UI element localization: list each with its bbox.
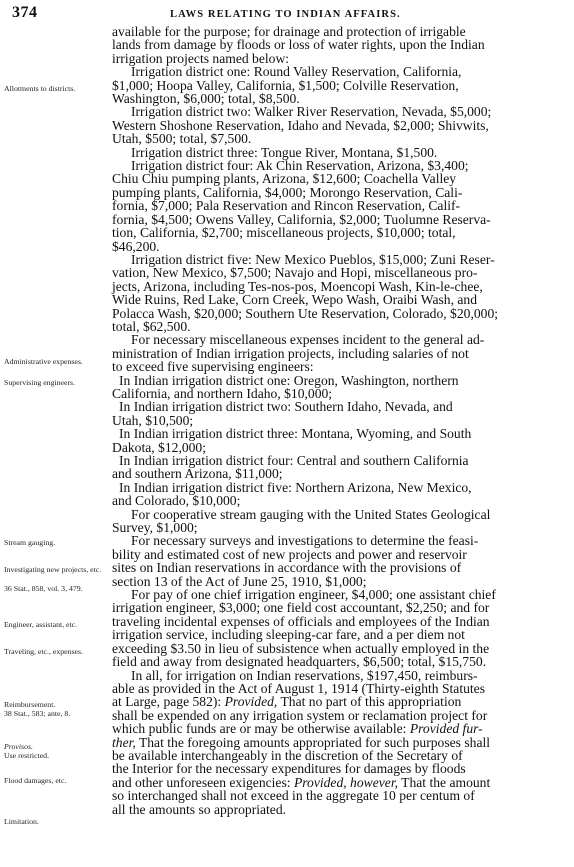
text-line: For necessary miscellaneous expenses incident to the general ad- xyxy=(131,332,485,348)
text-line: In Indian irrigation district two: Southern Idaho, Nevada, and xyxy=(119,399,453,415)
margin-note-investigating: Investigating new projects, etc. xyxy=(4,565,102,574)
text-line: ministration of Indian irrigation projects, including salaries of not xyxy=(112,345,469,361)
text-line: sites on Indian reservations in accordance with the provisions of xyxy=(112,560,462,576)
text-segment: That no part of this appropriation xyxy=(277,694,462,710)
text-segment: That the amount xyxy=(398,774,491,790)
text-line: Irrigation district one: Round Valley Reservation, California, xyxy=(131,64,462,80)
margin-note-allotments: Allotments to districts. xyxy=(4,84,76,93)
text-line: $1,000; Hoopa Valley, California, $1,500; Colville Reservation, xyxy=(112,77,459,93)
body-text xyxy=(112,25,556,816)
margin-note-provisos: Provisos. xyxy=(4,742,33,751)
text-line: For necessary surveys and investigations to determine the feasi- xyxy=(131,533,479,549)
margin-note-use-restricted: Use restricted. xyxy=(4,751,50,760)
text-line: Irrigation district two: Walker River Reservation, Nevada, $5,000; xyxy=(131,104,492,120)
text-segment: which public funds are or may be otherwise available: xyxy=(112,721,410,737)
text-line: Utah, $10,500; xyxy=(112,412,194,428)
text-line: field and away from designated headquarters, $6,500; total, $15,750. xyxy=(112,654,487,670)
margin-note-investigating-ref: 36 Stat., 858, vol. 3, 479. xyxy=(4,584,83,593)
margin-note-reimbursement-ref: 38 Stat., 583; ante, 8. xyxy=(4,709,71,718)
text-line xyxy=(112,722,556,735)
text-line: and Colorado, $10,000; xyxy=(112,493,241,509)
margin-note-engineer: Engineer, assistant, etc. xyxy=(4,620,78,629)
text-line: and southern Arizona, $11,000; xyxy=(112,466,283,482)
text-line: California, and northern Idaho, $10,000; xyxy=(112,385,333,401)
text-line: all the amounts so appropriated. xyxy=(112,801,287,817)
text-line: $46,200. xyxy=(112,238,160,254)
text-line: section 13 of the Act of June 25, 1910, $1,000; xyxy=(112,573,367,589)
margin-note-administrative: Administrative expenses. xyxy=(4,357,83,366)
running-head: LAWS RELATING TO INDIAN AFFAIRS. xyxy=(170,9,401,20)
text-line: Irrigation district three: Tongue River, Montana, $1,500. xyxy=(131,144,438,160)
text-line: In all, for irrigation on Indian reservations, $197,450, reimburs- xyxy=(131,667,478,683)
text-line: irrigation engineer, $3,000; one field cost accountant, $2,250; and for xyxy=(112,600,490,616)
text-line: jects, Arizona, including Tes-nos-pos, Moencopi Wash, Kin-le-chee, xyxy=(112,278,483,294)
text-line: Irrigation district four: Ak Chin Reservation, Arizona, $3,400; xyxy=(131,158,469,174)
text-line: Dakota, $12,000; xyxy=(112,439,207,455)
margin-note-reimbursement: Reimbursement. xyxy=(4,700,56,709)
text-segment: That the foregoing amounts appropriated for such purposes shall xyxy=(135,734,491,750)
margin-note-limitation: Limitation. xyxy=(4,817,39,826)
text-line: total, $62,500. xyxy=(112,318,191,334)
proviso-italic: Provided, however, xyxy=(293,774,399,790)
proviso-italic: Provided fur- xyxy=(409,721,483,737)
margin-note-flood-damages: Flood damages, etc. xyxy=(4,776,67,785)
text-line: Survey, $1,000; xyxy=(112,520,198,536)
text-line xyxy=(112,776,556,789)
text-line: Wide Ruins, Red Lake, Corn Creek, Wepo Wash, Oraibi Wash, and xyxy=(112,292,478,308)
text-line: available for the purpose; for drainage and protection of irrigable xyxy=(112,24,466,39)
text-line: irrigation service, including sleeping-car fare, and a per diem not xyxy=(112,627,465,643)
text-line: shall be expended on any irrigation system or reclamation project for xyxy=(112,707,488,723)
text-line: irrigation projects named below: xyxy=(112,50,290,66)
text-line xyxy=(112,736,556,749)
text-line: Irrigation district five: New Mexico Pueblos, $15,000; Zuni Reser- xyxy=(131,251,495,267)
text-segment: at Large, page 582): xyxy=(112,694,225,710)
text-line: Utah, $500; total, $7,500. xyxy=(112,131,252,147)
text-line: Polacca Wash, $20,000; Southern Ute Reservation, Colorado, $20,000; xyxy=(112,305,499,321)
text-line: bility and estimated cost of new projects and power and reservoir xyxy=(112,546,467,562)
page-number: 374 xyxy=(12,4,38,21)
text-line: so interchanged shall not exceed in the aggregate 10 per centum of xyxy=(112,788,475,804)
text-line: For pay of one chief irrigation engineer, $4,000; one assistant chief xyxy=(131,587,496,603)
text-line: pumping plants, California, $4,000; Morongo Reservation, Cali- xyxy=(112,184,463,200)
text-line: able as provided in the Act of August 1, 1914 (Thirty-eighth Statutes xyxy=(112,680,486,696)
text-line: to exceed five supervising engineers: xyxy=(112,359,314,375)
text-line: In Indian irrigation district one: Oregon, Washington, northern xyxy=(119,372,459,388)
text-line: For cooperative stream gauging with the United States Geological xyxy=(131,506,491,522)
text-line: lands from damage by floods or loss of water rights, upon the Indian xyxy=(112,37,485,53)
text-line: fornia, $4,500; Owens Valley, California, $2,000; Tuolumne Reserva- xyxy=(112,211,491,227)
text-line: the Interior for the necessary expenditures for damages by floods xyxy=(112,761,466,777)
text-line: In Indian irrigation district five: Northern Arizona, New Mexico, xyxy=(119,479,472,495)
margin-note-supervising: Supervising engineers. xyxy=(4,378,76,387)
proviso-italic: Provided, xyxy=(224,694,278,710)
text-line: In Indian irrigation district three: Montana, Wyoming, and South xyxy=(119,426,472,442)
text-line: vation, New Mexico, $7,500; Navajo and Hopi, miscellaneous pro- xyxy=(112,265,478,281)
text-line: fornia, $7,000; Pala Reservation and Rincon Reservation, Calif- xyxy=(112,198,461,214)
text-line: Western Shoshone Reservation, Idaho and Nevada, $2,000; Shivwits, xyxy=(112,117,489,133)
text-line xyxy=(112,695,556,708)
text-line: traveling incidental expenses of officials and employees of the Indian xyxy=(112,613,490,629)
text-line: tion, California, $2,700; miscellaneous projects, $10,000; total, xyxy=(112,225,456,241)
text-line: In Indian irrigation district four: Central and southern California xyxy=(119,453,469,468)
text-segment: and other unforeseen exigencies: xyxy=(112,774,294,790)
text-line: Chiu Chiu pumping plants, Arizona, $12,600; Coachella Valley xyxy=(112,171,457,187)
margin-note-traveling: Traveling, etc., expenses. xyxy=(4,647,83,656)
margin-note-stream-gauging: Stream gauging. xyxy=(4,538,56,547)
proviso-italic: ther, xyxy=(112,734,136,750)
text-line: exceeding $3.50 in lieu of subsistence when actually employed in the xyxy=(112,640,490,656)
text-line: be available interchangeably in the discretion of the Secretary of xyxy=(112,747,463,763)
text-line: Washington, $6,000; total, $8,500. xyxy=(112,91,300,107)
